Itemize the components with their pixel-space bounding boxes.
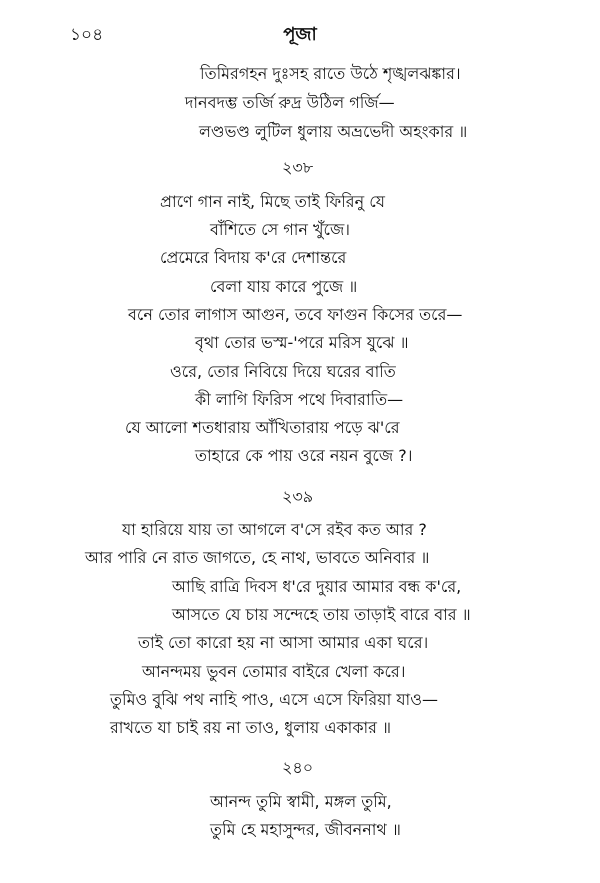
verse-line: কী লাগি ফিরিস পথে দিবারাতি— bbox=[195, 390, 404, 409]
verse-line: বাঁশিতে সে গান খুঁজে। bbox=[210, 220, 350, 239]
verse-line: তুমি হে মহাসুন্দর, জীবননাথ ॥ bbox=[210, 820, 401, 839]
verse-line: প্রেমেরে বিদায় ক'রে দেশান্তরে bbox=[160, 248, 347, 267]
verse-line: দানবদম্ভ তর্জি রুদ্র উঠিল গর্জি— bbox=[185, 93, 395, 112]
verse-line: তাহারে কে পায় ওরে নয়ন বুজে ?। bbox=[195, 446, 413, 465]
verse-line: আছি রাত্রি দিবস ধ'রে দুয়ার আমার বন্ধ ক'রে, bbox=[172, 577, 462, 596]
verse-line: রাখতে যা চাই রয় না তাও, ধুলায় একাকার ॥ bbox=[110, 718, 392, 737]
song-number: ২৩৮ bbox=[282, 158, 314, 177]
verse-line: তুমিও বুঝি পথ নাহি পাও, এসে এসে ফিরিয়া যাও— bbox=[110, 690, 438, 709]
running-title: পূজা bbox=[283, 24, 317, 45]
verse-line: তিমিরগহন দুঃসহ রাতে উঠে শৃঙ্খলঝঙ্কার। bbox=[200, 64, 461, 83]
verse-line: তাই তো কারো হয় না আসা আমার একা ঘরে। bbox=[138, 633, 429, 652]
verse-line: আসতে যে চায় সন্দেহে তায় তাড়াই বারে বার ॥ bbox=[172, 605, 471, 624]
verse-line: যা হারিয়ে যায় তা আগলে ব'সে রইব কত আর ? bbox=[122, 520, 427, 539]
verse-line: আনন্দময় ভুবন তোমার বাইরে খেলা করে। bbox=[142, 662, 406, 681]
page-number: ১০৪ bbox=[70, 25, 104, 45]
verse-line: ওরে, তোর নিবিয়ে দিয়ে ঘরের বাতি bbox=[170, 362, 396, 381]
verse-line: বৃথা তোর ভস্ম-'পরে মরিস যুঝে ॥ bbox=[195, 333, 409, 352]
verse-line: বেলা যায় কারে পুজে ॥ bbox=[210, 277, 358, 296]
verse-line: আর পারি নে রাত জাগতে, হে নাথ, ভাবতে অনিবার ॥ bbox=[85, 548, 430, 567]
verse-line: প্রাণে গান নাই, মিছে তাই ফিরিনু যে bbox=[160, 192, 385, 211]
song-number: ২৪০ bbox=[282, 758, 314, 777]
verse-line: আনন্দ তুমি স্বামী, মঙ্গল তুমি, bbox=[210, 792, 392, 811]
verse-line: যে আলো শতধারায় আঁখিতারায় পড়ে ঝ'রে bbox=[125, 418, 400, 437]
verse-line: বনে তোর লাগাস আগুন, তবে ফাগুন কিসের তরে— bbox=[128, 305, 463, 324]
verse-line: লণ্ডভণ্ড লুটিল ধুলায় অভ্রভেদী অহংকার ॥ bbox=[199, 122, 468, 141]
song-number: ২৩৯ bbox=[282, 487, 314, 506]
